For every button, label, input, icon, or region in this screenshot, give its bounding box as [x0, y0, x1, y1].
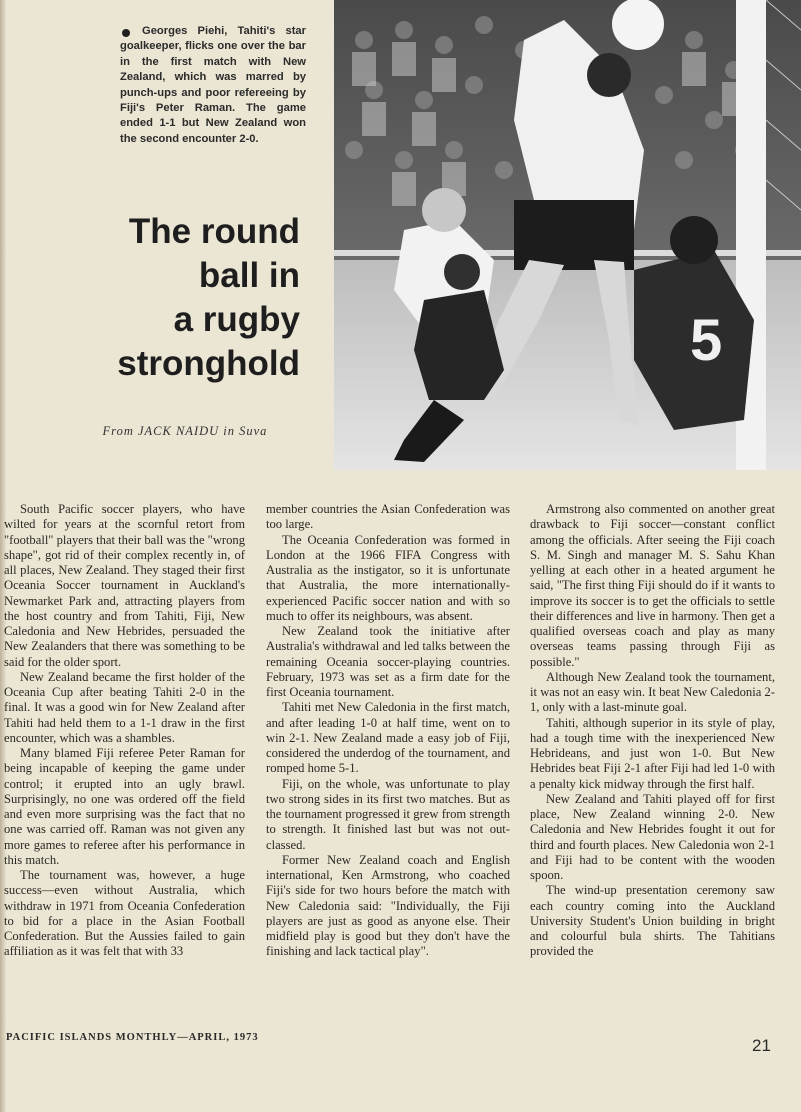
paragraph: New Zealand took the initiative after Australia's withdrawal and led talks between the remaining Oceania soccer-playing countries. February, 1973 was set as a firm date for the first Oceania tournament. — [266, 624, 510, 699]
article-byline: From JACK NAIDU in Suva — [102, 424, 268, 438]
paragraph: The tournament was, however, a huge success—even without Australia, which withdraw in 1971 from Oceania Confederation to bid for a place in the Asian Football Confederation. But the Aussies failed to gain affiliation as it was felt that with 33 — [4, 868, 245, 959]
paragraph: member countries the Asian Confederation was too large. — [266, 502, 510, 532]
photo-illustration — [334, 0, 801, 470]
jersey-number: 5 — [690, 308, 723, 373]
page-number: 21 — [752, 1036, 771, 1055]
paragraph: Former New Zealand coach and English international, Ken Armstrong, who coached Fiji's side for two hours before the match with New Caledonia said: "Individually, the Fiji players are just as good as anyone else. Their midfield play is good but they don't have the finishing and lack tactical play". — [266, 852, 510, 959]
paragraph: Tahiti met New Caledonia in the first match, and after leading 1-0 at half time, went on to win 2-1. New Zealand made a easy job of Fiji, considered the underdog of the tournament, and romped home 5-1. — [266, 700, 510, 776]
headline-line-3: a rugby — [173, 300, 300, 339]
paragraph: New Zealand became the first holder of the Oceania Cup after beating Tahiti 2-0 in the final. It was a good win for New Zealand after Tahiti had held them to a 1-1 draw in the first encounter, which was a shambles. — [4, 669, 245, 745]
soccer-match-photo — [334, 0, 801, 470]
paragraph: South Pacific soccer players, who have wilted for years at the scornful retort from "football" players that their ball was the "wrong shape", got rid of their complex recently in, of all places, New Zealand. They staged their first Oceania Soccer tournament in Auckland's Newmarket Park and, attracting players from the host country and from Tahiti, Fiji, New Caledonia and New Hebrides, persuaded the New Zealanders that there was something to be said for the older sport. — [4, 502, 245, 669]
article-column-1 — [4, 502, 245, 960]
paragraph: New Zealand and Tahiti played off for first place, New Zealand winning 2-0. New Caledonia and New Hebrides fought it out for third and fourth places. New Caledonia won 2-1 and Fiji had to be content with the wooden spoon. — [530, 791, 775, 882]
photo-caption-text: Georges Piehi, Tahiti's star goalkeeper, flicks one over the bar in the first match with New Zealand, which was marred by punch-ups and poor refereeing by Fiji's Peter Raman. The game ended 1-1 but New Zealand won the second encounter 2-0. — [120, 25, 306, 145]
headline-line-1: The round — [128, 212, 300, 251]
headline-line-2: ball in — [198, 256, 300, 295]
paragraph: The Oceania Confederation was formed in London at the 1966 FIFA Congress with Australia as the instigator, so it is unfortunate that Australia, the more internationally-experienced Pacific soccer nation and with so much to offer its neighbours, was absent. — [266, 532, 510, 623]
paragraph: Although New Zealand took the tournament, it was not an easy win. It beat New Caledonia 2-1, only with a last-minute goal. — [530, 669, 775, 715]
paragraph: The wind-up presentation ceremony saw each country coming into the Auckland University Student's Union building in bright and colourful bula shirts. The Tahitians provided the — [530, 883, 775, 959]
paragraph: Tahiti, although superior in its style of play, had a tough time with the inexperienced New Hebrideans, and just won 1-0. But New Hebrides beat Fiji 2-1 after Fiji had led 1-0 with a penalty kick midway through the first half. — [530, 715, 775, 791]
paragraph: Many blamed Fiji referee Peter Raman for being incapable of keeping the game under control; it erupted into an ugly brawl. Surprisingly, no one was ordered off the field and even more surprising was the fact that no one was carried off. Raman was not given any more games to referee after his performance in this match. — [4, 746, 245, 867]
photo-caption — [120, 24, 306, 147]
article-headline — [70, 210, 300, 386]
paragraph: Fiji, on the whole, was unfortunate to play two strong sides in its first two matches. But as the tournament progressed it grew from strength to strength. It finished last but was not out-classed. — [266, 776, 510, 852]
soccer-ball-icon — [612, 0, 664, 50]
running-footer: PACIFIC ISLANDS MONTHLY—APRIL, 1973 — [6, 1032, 259, 1043]
article-column-3 — [530, 502, 775, 960]
paragraph: Armstrong also commented on another great drawback to Fiji soccer—constant conflict among the officials. After seeing the Fiji coach S. M. Singh and manager M. S. Sahu Khan yelling at each other in a heated argument he said, "The first thing Fiji should do if it wants to improve its soccer is to get the officials to settle their differences and live in harmony. Then get a qualified overseas coach and play as many overseas teams passing through Fiji as possible." — [530, 502, 775, 669]
headline-line-4: stronghold — [117, 344, 300, 383]
article-column-2 — [266, 502, 510, 960]
